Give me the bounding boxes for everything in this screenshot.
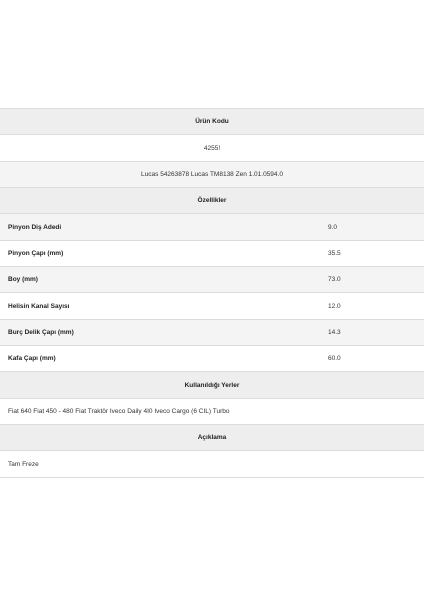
spec-row-helix-grooves <box>0 293 424 319</box>
spec-value: 14.3 <box>328 328 341 336</box>
spec-value: 9.0 <box>328 223 338 231</box>
product-spec-table <box>0 108 424 478</box>
spec-value: 35.5 <box>328 249 341 257</box>
product-code-row <box>0 135 424 161</box>
product-code-value: 4255! <box>203 144 221 152</box>
description-header <box>0 425 424 451</box>
spec-label: Pinyon Çapı (mm) <box>8 249 64 257</box>
usage-title: Kullanıldığı Yerler <box>184 381 240 389</box>
description-row <box>0 451 424 477</box>
spec-row-bushing-bore <box>0 320 424 346</box>
usage-row <box>0 399 424 425</box>
description-title: Açıklama <box>197 434 227 442</box>
spec-value: 12.0 <box>328 302 341 310</box>
spec-value: 73.0 <box>328 276 341 284</box>
description-text: Tam Freze <box>8 460 39 468</box>
specs-header <box>0 188 424 214</box>
spec-label: Kafa Çapı (mm) <box>8 355 56 363</box>
product-code-title: Ürün Kodu <box>195 118 229 126</box>
cross-reference-value: Lucas 54263878 Lucas TM8138 Zen 1.01.0594.0 <box>141 170 283 178</box>
cross-reference-row <box>0 162 424 188</box>
spec-label: Helisin Kanal Sayısı <box>8 302 70 310</box>
spec-row-head-diameter <box>0 346 424 372</box>
spec-row-pinion-teeth <box>0 214 424 240</box>
spec-value: 60.0 <box>328 355 341 363</box>
spec-label: Pinyon Diş Adedi <box>8 223 62 231</box>
usage-header <box>0 372 424 398</box>
spec-row-pinion-diameter <box>0 241 424 267</box>
usage-text: Fiat 640 Fiat 450 - 480 Fiat Traktör Iveco Daily 4I0 Iveco Cargo (6 CIL) Turbo <box>8 407 230 415</box>
spec-label: Boy (mm) <box>8 276 38 284</box>
spec-row-length <box>0 267 424 293</box>
spec-label: Burç Delik Çapı (mm) <box>8 328 74 336</box>
product-code-header <box>0 109 424 135</box>
specs-title: Özellikler <box>197 197 227 205</box>
